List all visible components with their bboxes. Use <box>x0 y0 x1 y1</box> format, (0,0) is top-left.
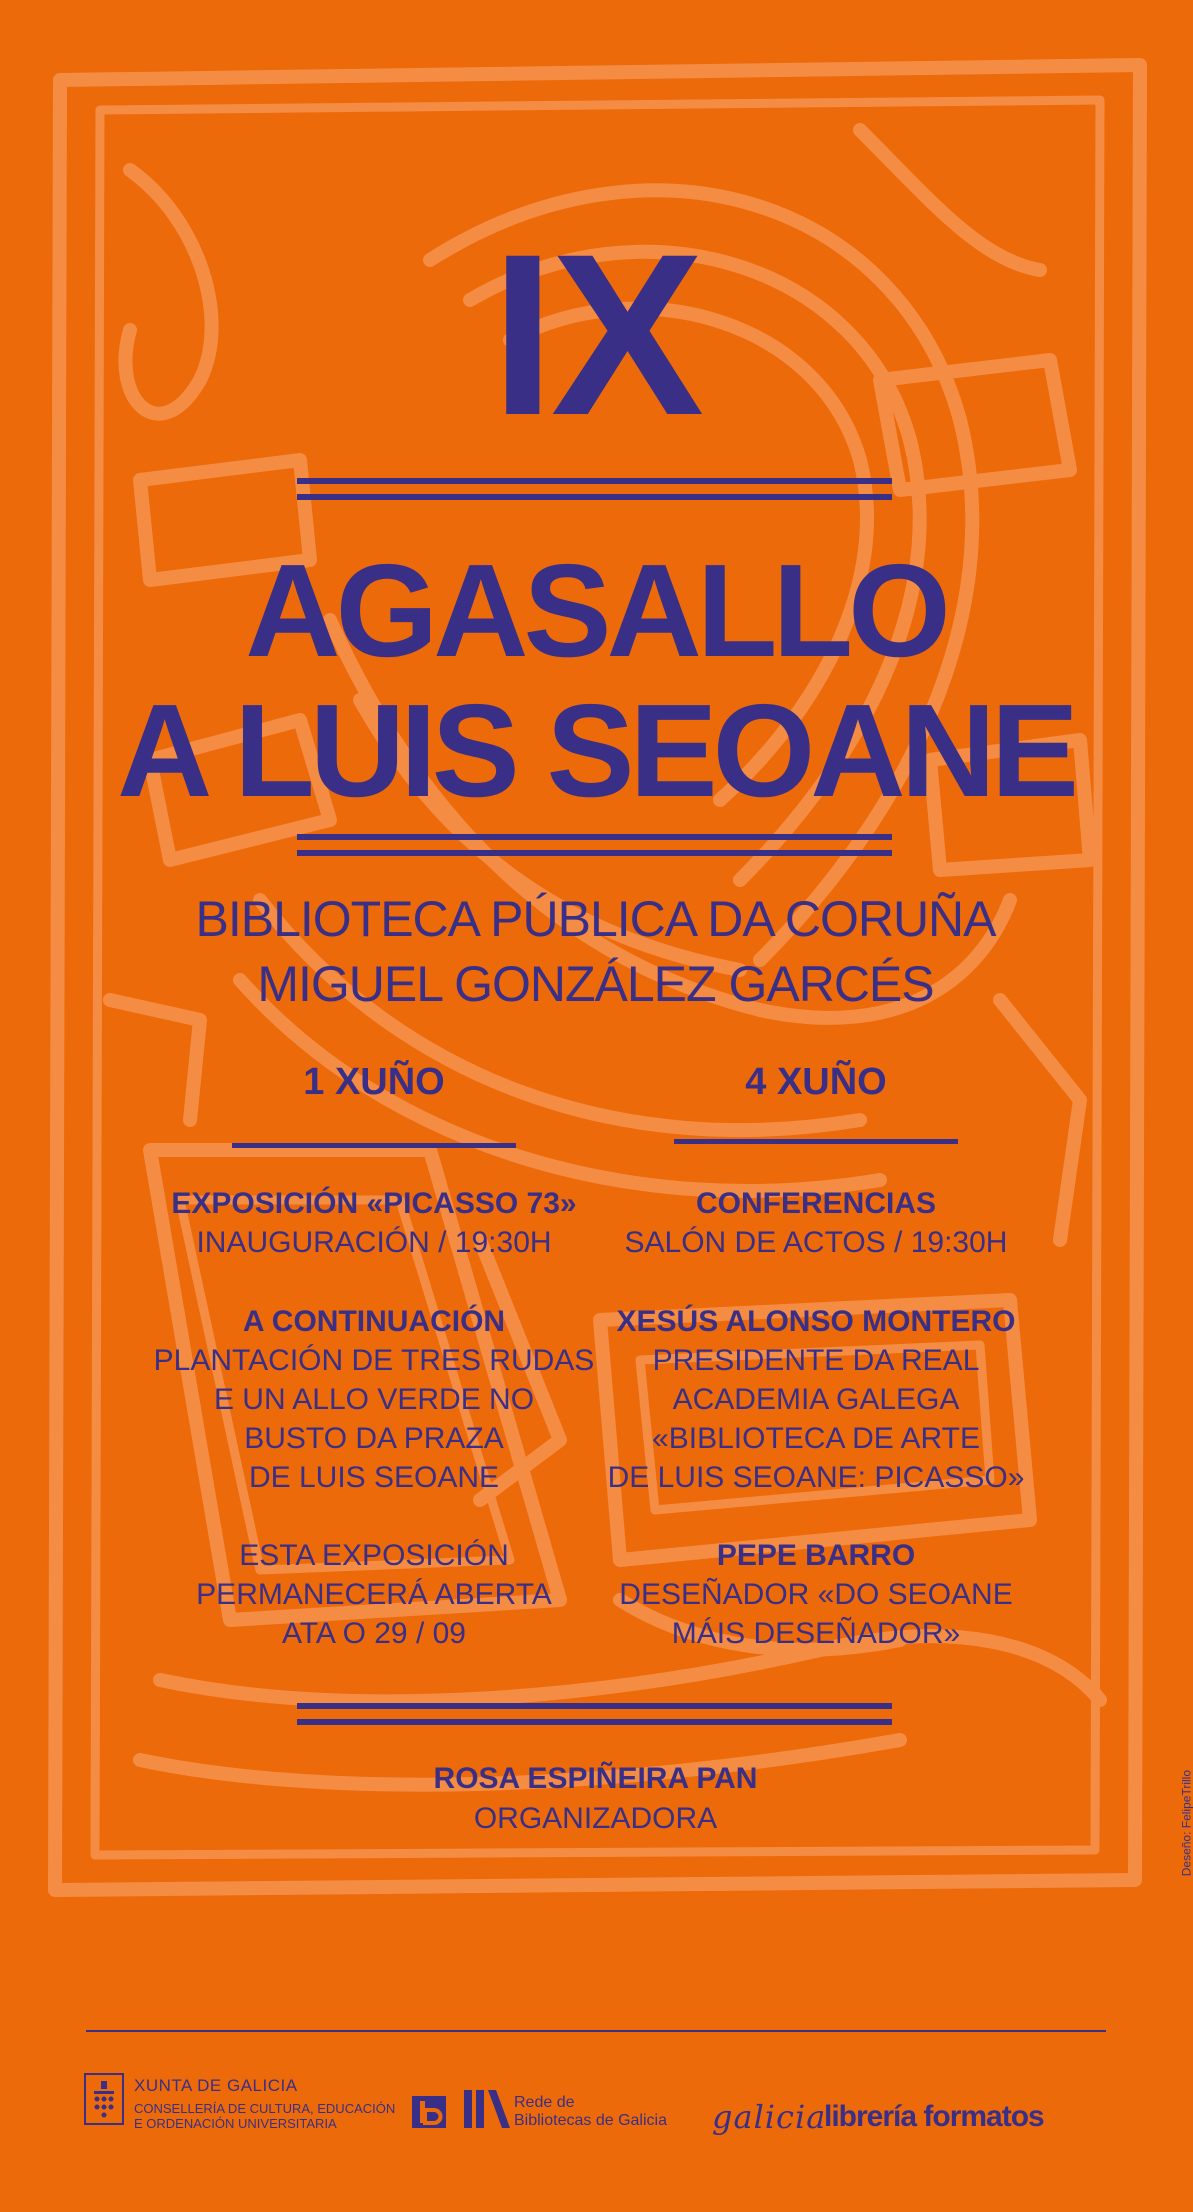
organizer-rule-1 <box>297 1703 892 1709</box>
conferences-heading: CONFERENCIAS <box>695 1187 936 1220</box>
conferences-detail: SALÓN DE ACTOS / 19:30H <box>624 1226 1008 1259</box>
xunta-emblem-icon <box>86 2075 122 2123</box>
galicia-logo: galicia <box>712 2098 827 2136</box>
left-date-rule <box>232 1143 516 1148</box>
continuation-line-3: BUSTO DA PRAZA <box>244 1422 504 1455</box>
speaker-1-line-4: DE LUIS SEOANE: PICASSO» <box>607 1461 1025 1494</box>
xunta-dept-line-2: E ORDENACIÓN UNIVERSITARIA <box>134 2116 337 2131</box>
exhibition-title <box>134 1184 614 1223</box>
title-line-1: AGASALLO <box>245 537 946 684</box>
continuation-line-1: PLANTACIÓN DE TRES RUDAS <box>153 1344 595 1377</box>
exhibition-open-line-2: PERMANECERÁ ABERTA <box>196 1578 552 1611</box>
exhibition-detail: INAUGURACIÓN / 19:30H <box>196 1226 552 1259</box>
continuation-line-2: E UN ALLO VERDE NO <box>213 1383 535 1416</box>
speaker-1-line-3: «BIBLIOTECA DE ARTE <box>652 1422 980 1455</box>
organizer-role: ORGANIZADORA <box>473 1802 718 1835</box>
speaker-2-line-2: MÁIS DESEÑADOR» <box>671 1617 961 1650</box>
speaker-1-name: XESÚS ALONSO MONTERO <box>616 1305 1016 1338</box>
title-line-2: A LUIS SEOANE <box>117 677 1074 824</box>
left-date: 1 XUÑO <box>303 1061 445 1103</box>
xunta-name: XUNTA DE GALICIA <box>134 2076 298 2095</box>
speaker-2-name: PEPE BARRO <box>716 1539 916 1572</box>
speaker-2-line-1: DESEÑADOR «DO SEOANE <box>619 1578 1013 1611</box>
edition-numeral: IX <box>490 206 701 463</box>
venue-line-2: MIGUEL GONZÁLEZ GARCÉS <box>257 956 934 1012</box>
xunta-dept-line-1: CONSELLERÍA DE CULTURA, EDUCACIÓN <box>134 2101 396 2116</box>
right-column <box>576 1184 1056 1653</box>
right-date-rule <box>674 1139 958 1144</box>
exhibition-prefix: EXPOSICIÓN <box>171 1187 359 1220</box>
continuation-line-4: DE LUIS SEOANE <box>248 1461 500 1494</box>
title-rule-bottom-2 <box>297 850 892 856</box>
title-rule-bottom-1 <box>297 834 892 840</box>
right-date: 4 XUÑO <box>745 1061 887 1103</box>
title-rule-top-1 <box>297 478 892 484</box>
design-credit: Deseño: FelipeTrillo <box>1179 1770 1193 1877</box>
speaker-1-line-1: PRESIDENTE DA REAL <box>652 1344 980 1377</box>
rede-bibliotecas-icon <box>464 2090 510 2130</box>
left-column <box>134 1184 614 1653</box>
library-logo-icon <box>412 2096 446 2128</box>
organizer-name: ROSA ESPIÑEIRA PAN <box>433 1762 758 1795</box>
exhibition-open-line-1: ESTA EXPOSICIÓN <box>239 1539 509 1572</box>
title-rule-top-2 <box>297 494 892 500</box>
exhibition-open-line-3: ATA O 29 / 09 <box>282 1617 466 1650</box>
libreria-formatos-logo: librería formatos <box>824 2100 1044 2133</box>
rede-line-1: Rede de <box>514 2094 575 2111</box>
venue-line-1: BIBLIOTECA PÚBLICA DA CORUÑA <box>195 891 996 947</box>
rede-line-2: Bibliotecas de Galicia <box>514 2112 667 2129</box>
continuation-heading: A CONTINUACIÓN <box>242 1305 506 1338</box>
xunta-logo <box>84 2073 124 2125</box>
exhibition-name: «PICASSO 73» <box>366 1187 577 1220</box>
footer-divider <box>86 2030 1106 2032</box>
speaker-1-line-2: ACADEMIA GALEGA <box>672 1383 960 1416</box>
organizer-rule-2 <box>297 1719 892 1725</box>
